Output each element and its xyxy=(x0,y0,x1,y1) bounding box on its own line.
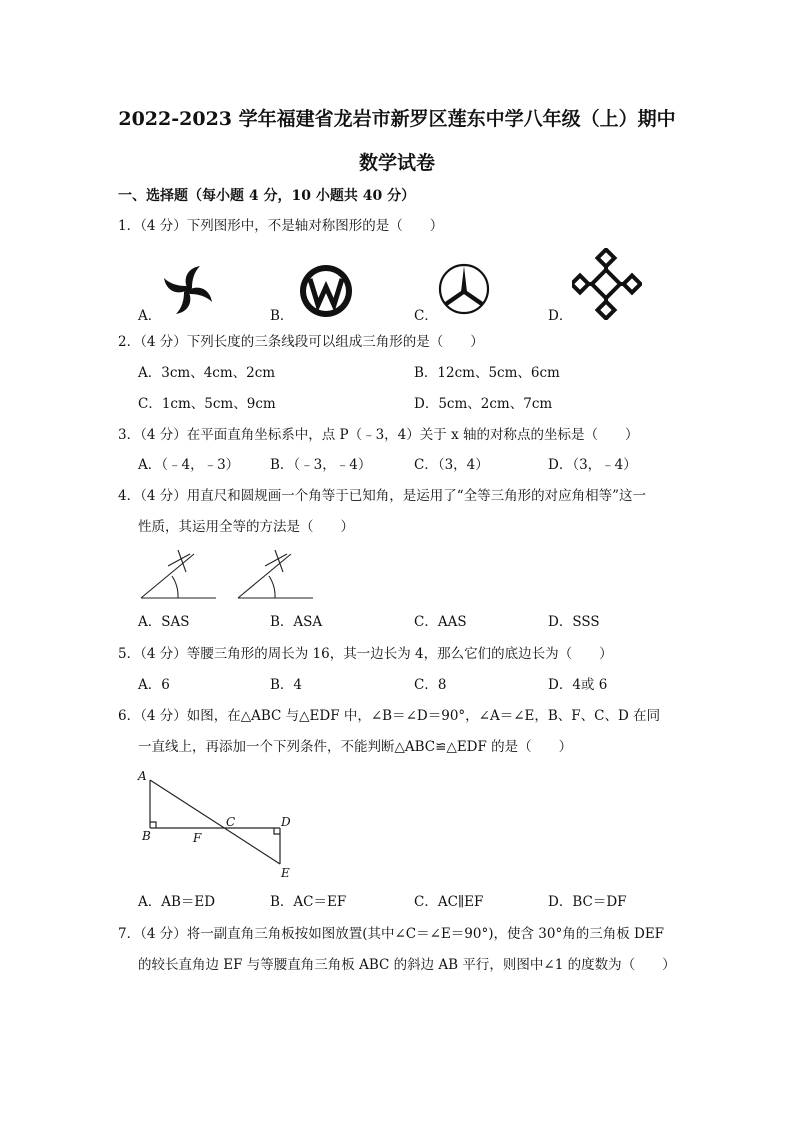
diamond-cross-figure xyxy=(572,248,642,320)
section-heading: 一、选择题（每小题 4 分，10 小题共 40 分） xyxy=(118,188,416,204)
label-b: B xyxy=(142,829,151,843)
q3-option-b: B．（﹣3，﹣4） xyxy=(270,457,372,473)
q5-stem: 5．（4 分）等腰三角形的周长为 16，其一边长为 4，那么它们的底边长为（ ） xyxy=(118,646,613,662)
q3-option-c: C．（3，4） xyxy=(414,457,489,473)
label-c: C xyxy=(226,815,236,829)
q4-option-d: D．SSS xyxy=(548,614,600,630)
q6-option-c: C．AC∥EF xyxy=(414,894,484,910)
q2-option-a: A．3cm、4cm、2cm xyxy=(138,365,276,381)
title-line-1: 2022-2023 学年福建省龙岩市新罗区莲东中学八年级（上）期中 xyxy=(118,108,676,130)
vw-logo-figure xyxy=(298,263,354,319)
q2-stem: 2．（4 分）下列长度的三条线段可以组成三角形的是（ ） xyxy=(118,334,484,350)
q4-stem-line-2: 性质，其运用全等的方法是（ ） xyxy=(138,519,354,535)
q2-option-c: C．1cm、5cm、9cm xyxy=(138,396,276,412)
q6-stem-line-2: 一直线上，再添加一个下列条件，不能判断△ABC≌△EDF 的是（ ） xyxy=(138,739,573,755)
q5-option-a: A．6 xyxy=(138,677,170,693)
q7-stem-line-1: 7．（4 分）将一副直角三角板按如图放置(其中∠C＝∠E＝90°)，使含 30°角的三角板 DEF xyxy=(118,926,665,942)
q1-stem: 1．（4 分）下列图形中，不是轴对称图形的是（ ） xyxy=(118,218,444,234)
q1-option-b: B． xyxy=(270,308,294,324)
q6-option-d: D．BC＝DF xyxy=(548,894,627,910)
q5-option-b: B．4 xyxy=(270,677,303,693)
q3-option-d: D．（3，﹣4） xyxy=(548,457,637,473)
q3-stem: 3．（4 分）在平面直角坐标系中，点 P（﹣3，4）关于 x 轴的对称点的坐标是（ ） xyxy=(118,427,639,443)
label-f: F xyxy=(193,831,202,845)
q2-option-d: D．5cm、2cm、7cm xyxy=(414,396,553,412)
q4-option-c: C．AAS xyxy=(414,614,467,630)
label-d: D xyxy=(281,815,291,829)
q7-stem-line-2: 的较长直角边 EF 与等腰直角三角板 ABC 的斜边 AB 平行，则图中∠1 的度数为（ ） xyxy=(138,957,676,973)
q4-option-b: B．ASA xyxy=(270,614,323,630)
q1-option-c: C． xyxy=(414,308,438,324)
angle-construction-figure-2 xyxy=(235,546,315,602)
q5-option-d: D．4或 6 xyxy=(548,677,608,693)
q6-stem-line-1: 6．（4 分）如图，在△ABC 与△EDF 中，∠B＝∠D＝90°，∠A＝∠E，B、F、C、D 在同 xyxy=(118,708,661,724)
mercedes-logo-figure xyxy=(437,262,491,316)
title-line-2: 数学试卷 xyxy=(358,152,435,174)
label-a: A xyxy=(138,769,147,783)
angle-construction-figure-1 xyxy=(138,546,218,602)
pinwheel-figure xyxy=(160,262,216,318)
q4-option-a: A．SAS xyxy=(138,614,190,630)
q4-stem-line-1: 4．（4 分）用直尺和圆规画一个角等于已知角，是运用了“全等三角形的对应角相等”这一 xyxy=(118,488,647,504)
triangles-abc-edf-figure xyxy=(130,766,300,881)
q1-option-a: A． xyxy=(138,308,162,324)
label-e: E xyxy=(281,866,290,880)
q2-option-b: B．12cm、5cm、6cm xyxy=(414,365,560,381)
q3-option-a: A．（﹣4，﹣3） xyxy=(138,457,240,473)
q6-option-b: B．AC＝EF xyxy=(270,894,347,910)
q1-option-d: D． xyxy=(548,308,573,324)
q5-option-c: C．8 xyxy=(414,677,447,693)
q6-option-a: A．AB＝ED xyxy=(138,894,216,910)
